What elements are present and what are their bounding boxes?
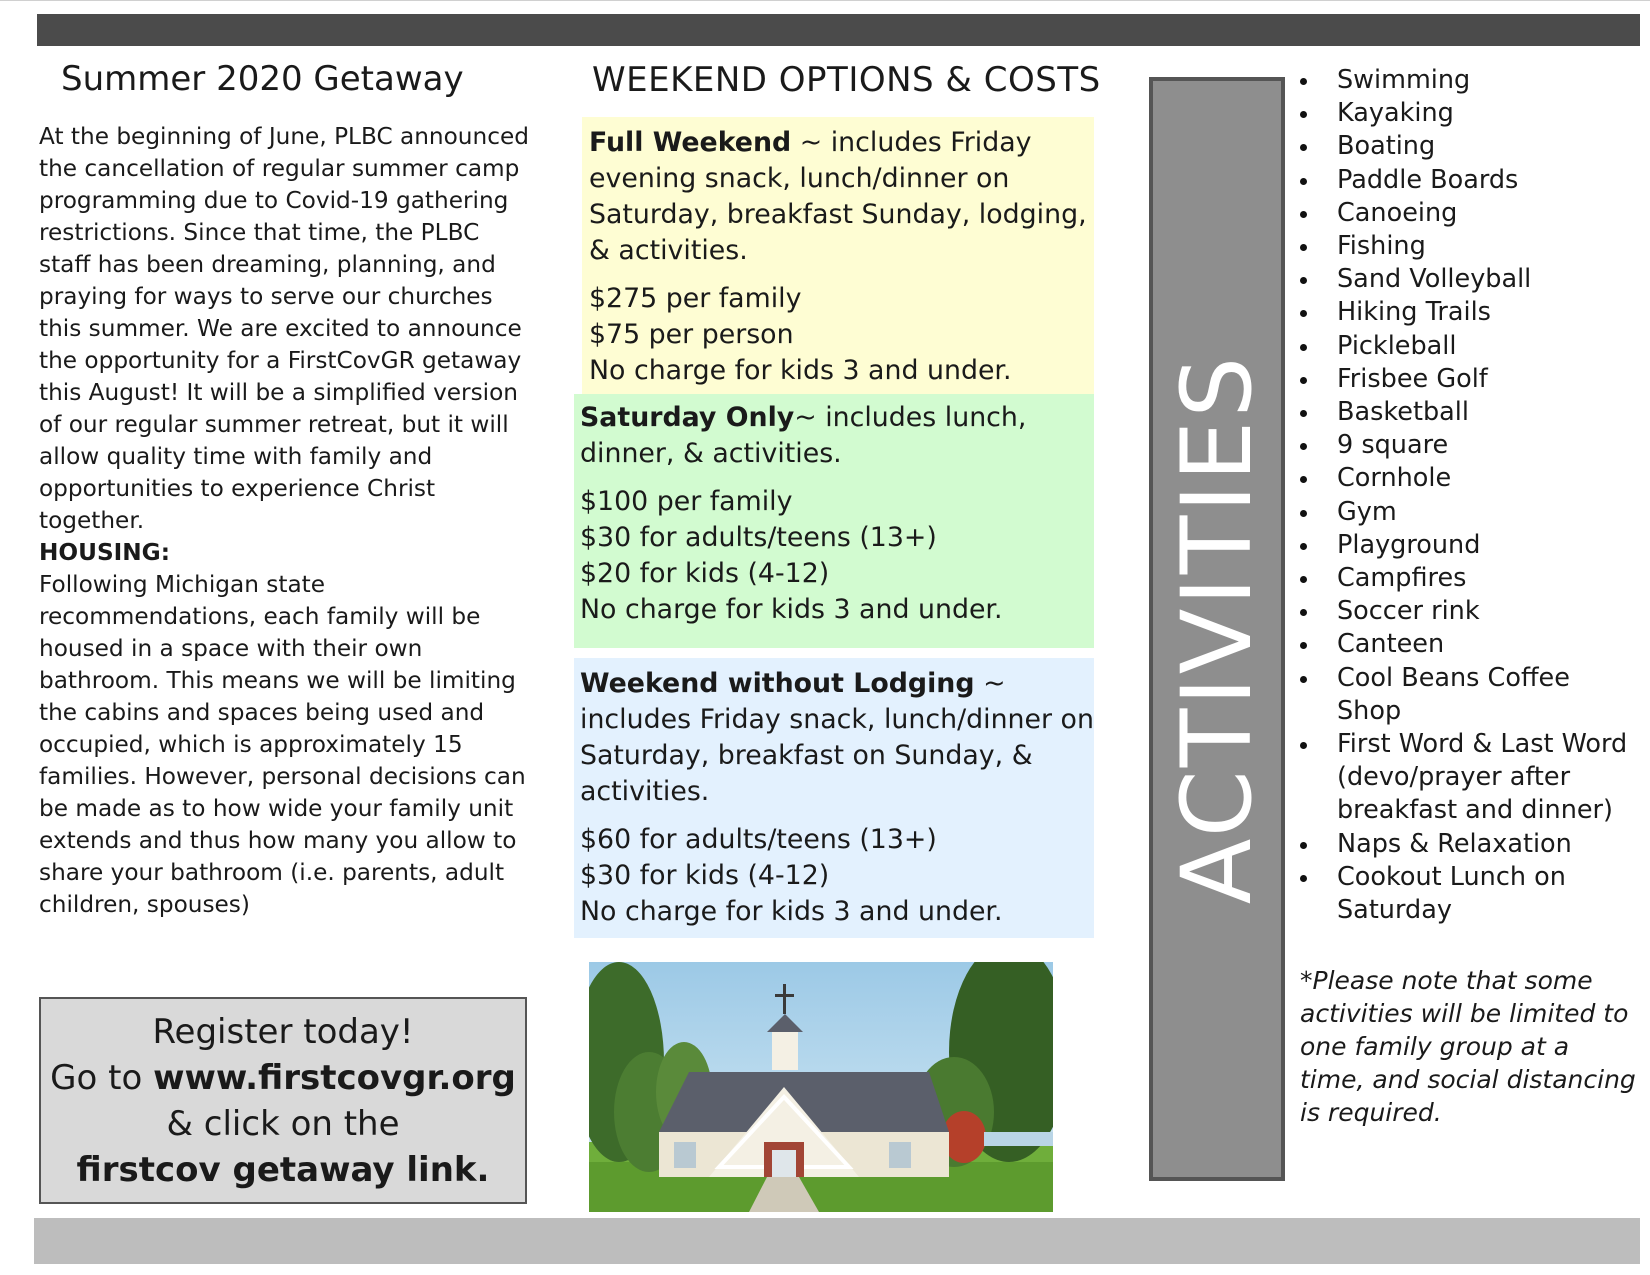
list-item: Playground xyxy=(1300,529,1640,562)
page-top-rule xyxy=(0,0,1650,1)
footer-bar xyxy=(34,1218,1640,1264)
register-line-1: Register today! xyxy=(152,1012,414,1052)
list-item: Cookout Lunch on Saturday xyxy=(1300,861,1640,927)
page-title: Summer 2020 Getaway xyxy=(61,59,464,99)
header-bar xyxy=(37,14,1640,46)
register-line-4 xyxy=(41,1147,525,1193)
housing-paragraph: Following Michigan state recommendations, each family will be housed in a space with their own bathroom. This means we will be limiting the cabins and spaces being used and occupied, which is approximately 15 families. However, personal decisions can be made as to how wide your family unit extends and thus how many you allow to share your bathroom (i.e. parents, adult children, spouses) xyxy=(39,571,526,918)
intro-paragraph: At the beginning of June, PLBC announced the cancellation of regular summer camp programming due to Covid-19 gathering restrictions. Since that time, the PLBC staff has been dreaming, planning, and praying for ways to serve our churches this summer. We are excited to announce the opportunity for a FirstCovGR getaway this August! It will be a simplified version of our regular summer retreat, but it will allow quality time with family and opportunities to experience Christ together. xyxy=(39,123,529,534)
left-column xyxy=(39,55,529,921)
list-item: Hiking Trails xyxy=(1300,296,1640,329)
full-weekend-description xyxy=(589,125,1094,269)
options-title: WEEKEND OPTIONS & COSTS xyxy=(592,60,1101,100)
saturday-only-desc: ~ includes lunch, dinner, & activities. xyxy=(580,402,1027,469)
list-item: First Word & Last Word (devo/prayer after breakfast and dinner) xyxy=(1300,728,1640,828)
no-lodging-desc: ~ includes Friday snack, lunch/dinner on Saturday, breakfast on Sunday, & activities. xyxy=(580,668,1094,807)
saturday-only-description xyxy=(580,400,1094,472)
full-weekend-box xyxy=(582,117,1094,394)
list-item: Cornhole xyxy=(1300,462,1640,495)
list-item: Canteen xyxy=(1300,628,1640,661)
list-item: 9 square xyxy=(1300,429,1640,462)
price-line: $275 per family xyxy=(589,283,802,314)
saturday-only-name: Saturday Only xyxy=(580,402,795,433)
price-line: $20 for kids (4-12) xyxy=(580,558,830,589)
activities-list xyxy=(1300,64,1640,927)
church-photo xyxy=(589,962,1053,1212)
price-line: No charge for kids 3 and under. xyxy=(580,896,1003,927)
full-weekend-desc: ~ includes Friday evening snack, lunch/dinner on Saturday, breakfast Sunday, lodging, & activities. xyxy=(589,127,1087,266)
list-item: Canoeing xyxy=(1300,197,1640,230)
price-line: No charge for kids 3 and under. xyxy=(589,355,1012,386)
list-item: Frisbee Golf xyxy=(1300,363,1640,396)
list-item: Kayaking xyxy=(1300,97,1640,130)
price-line: $60 for adults/teens (13+) xyxy=(580,824,937,855)
list-item: Cool Beans Coffee Shop xyxy=(1300,662,1640,728)
activities-banner xyxy=(1149,77,1285,1181)
list-item: Basketball xyxy=(1300,396,1640,429)
getaway-link-text: firstcov getaway link. xyxy=(76,1150,490,1190)
full-weekend-name: Full Weekend xyxy=(589,127,792,158)
register-website-link[interactable]: www.firstcovgr.org xyxy=(153,1058,516,1098)
register-line-2 xyxy=(41,1055,525,1101)
list-item: Naps & Relaxation xyxy=(1300,828,1640,861)
saturday-only-box xyxy=(574,394,1094,648)
housing-heading: HOUSING: xyxy=(39,539,170,566)
price-line: $30 for adults/teens (13+) xyxy=(580,522,937,553)
activities-banner-text: ACTIVITIES xyxy=(1161,353,1273,905)
list-item: Soccer rink xyxy=(1300,595,1640,628)
list-item: Sand Volleyball xyxy=(1300,263,1640,296)
list-item: Swimming xyxy=(1300,64,1640,97)
list-item: Paddle Boards xyxy=(1300,164,1640,197)
register-box xyxy=(39,997,527,1204)
list-item: Fishing xyxy=(1300,230,1640,263)
activities-note: *Please note that some activities will be limited to one family group at a time, and social distancing is required. xyxy=(1300,966,1636,1127)
list-item: Campfires xyxy=(1300,562,1640,595)
register-line-3: & click on the xyxy=(166,1104,400,1144)
price-line: $100 per family xyxy=(580,486,793,517)
list-item: Boating xyxy=(1300,130,1640,163)
list-item: Gym xyxy=(1300,496,1640,529)
no-lodging-name: Weekend without Lodging xyxy=(580,668,975,699)
no-lodging-box xyxy=(574,658,1094,938)
price-line: No charge for kids 3 and under. xyxy=(580,594,1003,625)
register-go-to: Go to xyxy=(50,1058,154,1098)
list-item: Pickleball xyxy=(1300,330,1640,363)
price-line: $75 per person xyxy=(589,319,794,350)
price-line: $30 for kids (4-12) xyxy=(580,860,830,891)
no-lodging-description xyxy=(580,666,1094,810)
